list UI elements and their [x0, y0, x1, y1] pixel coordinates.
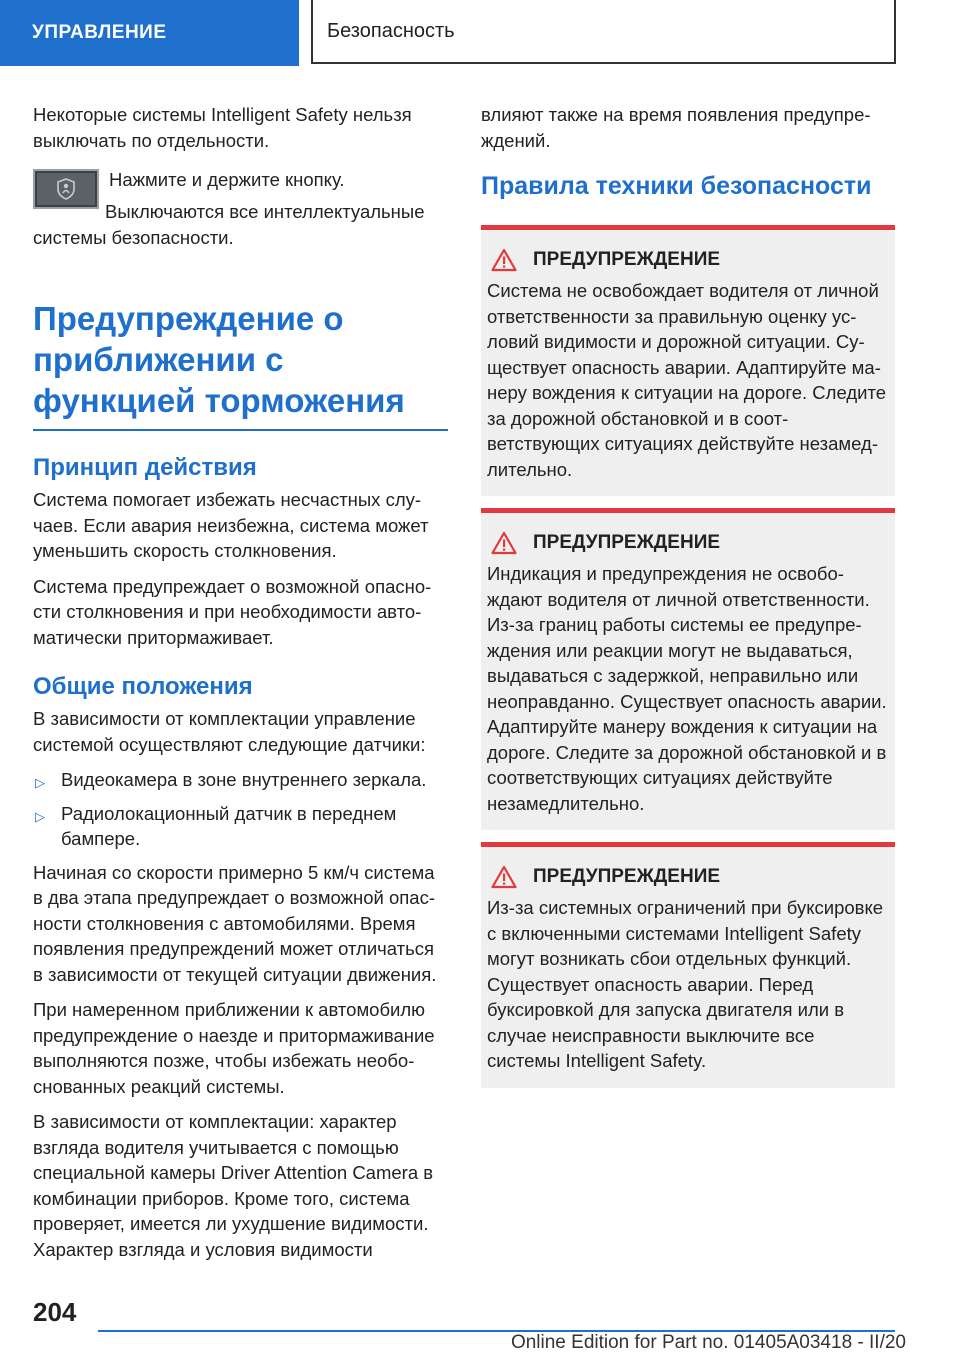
warning-triangle-icon — [491, 531, 517, 555]
general-paragraph-2: Начиная со скорости примерно 5 км/ч система в два этапа предупреждает о возможной опасности столкновения с автомобилями. Время появления предупреждений может отличаться в зависимости от текущей ситуации движения. — [33, 861, 437, 985]
section-heading: Предупреждение о приближении с функцией торможения — [33, 298, 448, 431]
general-heading: Общие положения — [33, 673, 253, 700]
safety-rules-heading: Правила техники безопасности — [481, 172, 872, 200]
principle-paragraph-2: Система предупреждает о возможной опасности столкновения и при необходимости автоматически притормаживает. — [33, 575, 432, 648]
intro-paragraph: Некоторые системы Intelligent Safety нельзя выключать по отдельности. — [33, 104, 412, 151]
warning-box — [481, 508, 895, 830]
warning-title: ПРЕДУПРЕЖДЕНИЕ — [487, 531, 887, 555]
page-number: 204 — [33, 1297, 77, 1327]
general-paragraph-4: В зависимости от комплектации: характер взгляда водителя учитывается с помощью специальной камеры Driver Attention Camera в комбинации приборов. Кроме того, система проверяет, имеется ли ухудшение видимости. Характер взгляда и условия видимости — [33, 1111, 434, 1260]
warning-text: Индикация и предупреждения не освобождают водителя от личной ответственности. Из-за границ работы системы ее предупреждения или реакции могут не выдаваться, выдаваться с задержкой, неправильно или неоправданно. Существует опасность аварии. Адаптируйте манеру вождения к ситуации на дороге. Следите за дорожной обстановкой и в соответствующих ситуациях действуйте незамедлительно. — [487, 563, 887, 814]
left-column — [33, 102, 448, 1272]
list-item: ▷ Видеокамера в зоне внутреннего зеркала. — [33, 767, 448, 793]
warning-text: Система не освобождает водителя от личной ответственности за правильную оценку условий видимости и дорожной ситуации. Существует опасность аварии. Адаптируйте манеру вождения к ситуации на дороге. Следите за дорожной обстановкой и в соответствующих ситуациях действуйте незамедлительно. — [487, 280, 887, 480]
warning-box — [481, 842, 895, 1088]
continued-paragraph: влияют также на время появления предупреждений. — [481, 104, 871, 151]
general-paragraph-3: При намеренном приближении к автомобилю предупреждение о наезде и притормаживание выполняются позже, чтобы избежать необоснованных реакций системы. — [33, 999, 435, 1097]
bullet-triangle-icon: ▷ — [35, 808, 45, 824]
edition-link[interactable]: Online Edition for Part no. 01405A03418 - II/20 — [510, 1332, 906, 1353]
sensor-list — [33, 767, 448, 852]
general-paragraph-1: В зависимости от комплектации управление системой осуществляют следующие датчики: — [33, 708, 426, 755]
warning-box — [481, 225, 895, 496]
warning-title: ПРЕДУПРЕЖДЕНИЕ — [487, 865, 887, 889]
section-title: Безопасность — [311, 0, 896, 64]
principle-paragraph-1: Система помогает избежать несчастных случаев. Если авария неизбежна, система может уменьшить скорость столкновения. — [33, 489, 429, 561]
chapter-tab[interactable]: УПРАВЛЕНИЕ — [0, 0, 299, 66]
safety-button-icon — [33, 169, 99, 209]
button-action-text: Нажмите и держите кнопку. — [109, 169, 345, 190]
principle-heading: Принцип действия — [33, 454, 257, 481]
right-column — [481, 102, 895, 1088]
warning-triangle-icon — [491, 865, 517, 889]
list-item: ▷ Радиолокационный датчик в переднем бампере. — [35, 802, 397, 849]
button-result-text: Выключаются все интеллектуальные системы безопасности. — [33, 201, 425, 248]
warning-text: Из-за системных ограничений при буксировке с включенными системами Intelligent Safety могут возникать сбои отдельных функций. Существует опасность аварии. Перед буксировкой для запуска двигателя или в случае неисправности выключите все системы Intelligent Safety. — [487, 897, 884, 1071]
warning-triangle-icon — [491, 248, 517, 272]
warning-title: ПРЕДУПРЕЖДЕНИЕ — [487, 248, 887, 272]
bullet-triangle-icon: ▷ — [35, 775, 45, 790]
